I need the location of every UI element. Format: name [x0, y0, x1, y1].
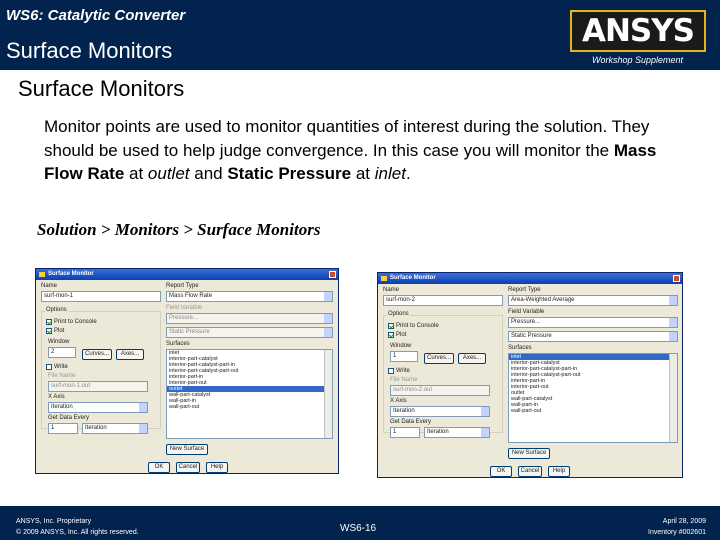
slide-title: Surface Monitors	[18, 76, 185, 101]
list-item[interactable]: wall-part-catalyst	[511, 396, 553, 402]
window-label: Window	[390, 343, 412, 349]
surfaces-list[interactable]	[508, 353, 678, 443]
close-icon[interactable]	[329, 271, 336, 278]
ok-button[interactable]: OK	[148, 462, 170, 473]
name-input[interactable]: surf-mon-2	[383, 295, 503, 306]
dialog-titlebar[interactable]	[36, 269, 338, 280]
print-to-console-checkbox[interactable]	[46, 319, 52, 325]
header-banner	[0, 0, 720, 70]
x-axis-label: X Axis	[390, 398, 407, 404]
surface-monitor-dialog-right	[377, 272, 683, 478]
body-text-3: and	[189, 164, 228, 183]
file-name-label: File Name	[48, 373, 76, 379]
list-item[interactable]: inlet	[509, 354, 677, 360]
name-label: Name	[383, 287, 400, 293]
get-data-input[interactable]: 1	[390, 427, 420, 438]
write-label: Write	[54, 364, 68, 370]
x-axis-label: X Axis	[48, 394, 65, 400]
get-data-label: Get Data Every	[390, 419, 432, 425]
field-variable-label: Field Variable	[508, 309, 545, 315]
options-label: Options	[46, 307, 67, 313]
print-to-console-checkbox[interactable]	[388, 323, 394, 329]
ansys-logo	[570, 10, 706, 52]
body-text-4: at	[351, 164, 375, 183]
list-item[interactable]: wall-part-catalyst	[169, 392, 211, 398]
cancel-button[interactable]: Cancel	[518, 466, 542, 477]
body-text-1: Monitor points are used to monitor quantities of interest during the solution. They should be used to help judge convergence. In this case you will monitor the	[44, 117, 650, 160]
get-data-unit-select[interactable]: Iteration	[82, 423, 148, 434]
cancel-button[interactable]: Cancel	[176, 462, 200, 473]
help-button[interactable]: Help	[206, 462, 228, 473]
surfaces-label: Surfaces	[508, 345, 532, 351]
plot-checkbox[interactable]	[46, 328, 52, 334]
axes-button[interactable]: Axes...	[116, 349, 144, 360]
new-surface-button[interactable]: New Surface	[166, 444, 208, 455]
list-item[interactable]: wall-part-out	[511, 408, 542, 414]
axes-button[interactable]: Axes...	[458, 353, 486, 364]
file-name-input[interactable]: surf-mon-1.out	[48, 381, 148, 392]
list-item[interactable]: outlet	[167, 386, 332, 392]
report-type-select[interactable]: Mass Flow Rate	[166, 291, 333, 302]
print-to-console-label: Print to Console	[54, 319, 97, 325]
field-variable-sub-select[interactable]: Static Pressure	[508, 331, 678, 342]
get-data-input[interactable]: 1	[48, 423, 78, 434]
field-variable-select[interactable]: Pressure...	[166, 313, 333, 324]
footer-proprietary: ANSYS, Inc. Proprietary	[16, 518, 92, 525]
write-checkbox[interactable]	[46, 364, 52, 370]
field-variable-sub-select[interactable]: Static Pressure	[166, 327, 333, 338]
print-to-console-label: Print to Console	[396, 323, 439, 329]
workshop-supplement: Workshop Supplement	[592, 55, 684, 65]
footer-copyright: © 2009 ANSYS, Inc. All rights reserved.	[16, 529, 139, 536]
x-axis-select[interactable]: Iteration	[48, 402, 148, 413]
plot-label: Plot	[396, 332, 407, 338]
curves-button[interactable]: Curves...	[82, 349, 112, 360]
footer-inventory: Inventory #002601	[648, 529, 706, 536]
plot-checkbox[interactable]	[388, 332, 394, 338]
list-item[interactable]: inlet	[169, 350, 180, 356]
list-item[interactable]: wall-part-in	[511, 402, 538, 408]
write-label: Write	[396, 368, 410, 374]
options-label: Options	[388, 311, 409, 317]
scrollbar[interactable]	[324, 350, 332, 438]
list-item[interactable]: interior-part-out	[511, 384, 549, 390]
surface-monitor-dialog-left	[35, 268, 339, 474]
window-label: Window	[48, 339, 70, 345]
dialog-title: Surface Monitor	[48, 271, 94, 277]
list-item[interactable]: interior-part-out	[169, 380, 207, 386]
help-button[interactable]: Help	[548, 466, 570, 477]
list-item[interactable]: interior-part-in	[511, 378, 546, 384]
header-page-title: Surface Monitors	[6, 38, 173, 63]
name-input[interactable]: surf-mon-1	[41, 291, 161, 302]
field-variable-label: Field Variable	[166, 305, 203, 311]
window-input[interactable]: 2	[48, 347, 76, 358]
logo-text: ANSYS	[581, 13, 695, 49]
body-text-5: .	[405, 164, 411, 183]
report-type-label: Report Type	[166, 283, 199, 289]
field-variable-select[interactable]: Pressure...	[508, 317, 678, 328]
body-text-2: at	[124, 164, 148, 183]
list-item[interactable]: wall-part-out	[169, 404, 200, 410]
list-item[interactable]: outlet	[511, 390, 525, 396]
list-item[interactable]: interior-part-in	[169, 374, 204, 380]
close-icon[interactable]	[673, 275, 680, 282]
new-surface-button[interactable]: New Surface	[508, 448, 550, 459]
list-item[interactable]: interior-part-catalyst-part-in	[169, 362, 236, 368]
list-item[interactable]: interior-part-catalyst	[169, 356, 218, 362]
report-type-label: Report Type	[508, 287, 541, 293]
get-data-unit-select[interactable]: Iteration	[424, 427, 490, 438]
list-item[interactable]: interior-part-catalyst-part-out	[511, 372, 581, 378]
scrollbar[interactable]	[669, 354, 677, 442]
curves-button[interactable]: Curves...	[424, 353, 454, 364]
dialog-titlebar[interactable]	[378, 273, 682, 284]
x-axis-select[interactable]: Iteration	[390, 406, 490, 417]
window-input[interactable]: 1	[390, 351, 418, 362]
list-item[interactable]: interior-part-catalyst-part-in	[511, 366, 578, 372]
name-label: Name	[41, 283, 58, 289]
menu-path: Solution > Monitors > Surface Monitors	[37, 220, 321, 239]
file-name-label: File Name	[390, 377, 418, 383]
list-item[interactable]: interior-part-catalyst	[511, 360, 560, 366]
body-static-pressure: Static Pressure	[227, 164, 352, 183]
body-outlet: outlet	[147, 164, 190, 183]
slide-body	[44, 115, 684, 186]
plot-label: Plot	[54, 328, 65, 334]
file-name-input[interactable]: surf-mon-2.out	[390, 385, 490, 396]
write-checkbox[interactable]	[388, 368, 394, 374]
footer-page-number: WS6-16	[340, 523, 377, 534]
workshop-title: WS6: Catalytic Converter	[6, 7, 186, 24]
get-data-label: Get Data Every	[48, 415, 90, 421]
footer-banner	[0, 506, 720, 540]
list-item[interactable]: interior-part-catalyst-part-out	[169, 368, 239, 374]
footer-date: April 28, 2009	[662, 518, 706, 525]
ok-button[interactable]: OK	[490, 466, 512, 477]
surfaces-label: Surfaces	[166, 341, 190, 347]
report-type-select[interactable]: Area-Weighted Average	[508, 295, 678, 306]
surfaces-list[interactable]	[166, 349, 333, 439]
list-item[interactable]: wall-part-in	[169, 398, 196, 404]
body-mass-flow: Mass Flow Rate	[44, 140, 657, 183]
dialog-title: Surface Monitor	[390, 275, 436, 281]
body-inlet: inlet	[374, 164, 406, 183]
